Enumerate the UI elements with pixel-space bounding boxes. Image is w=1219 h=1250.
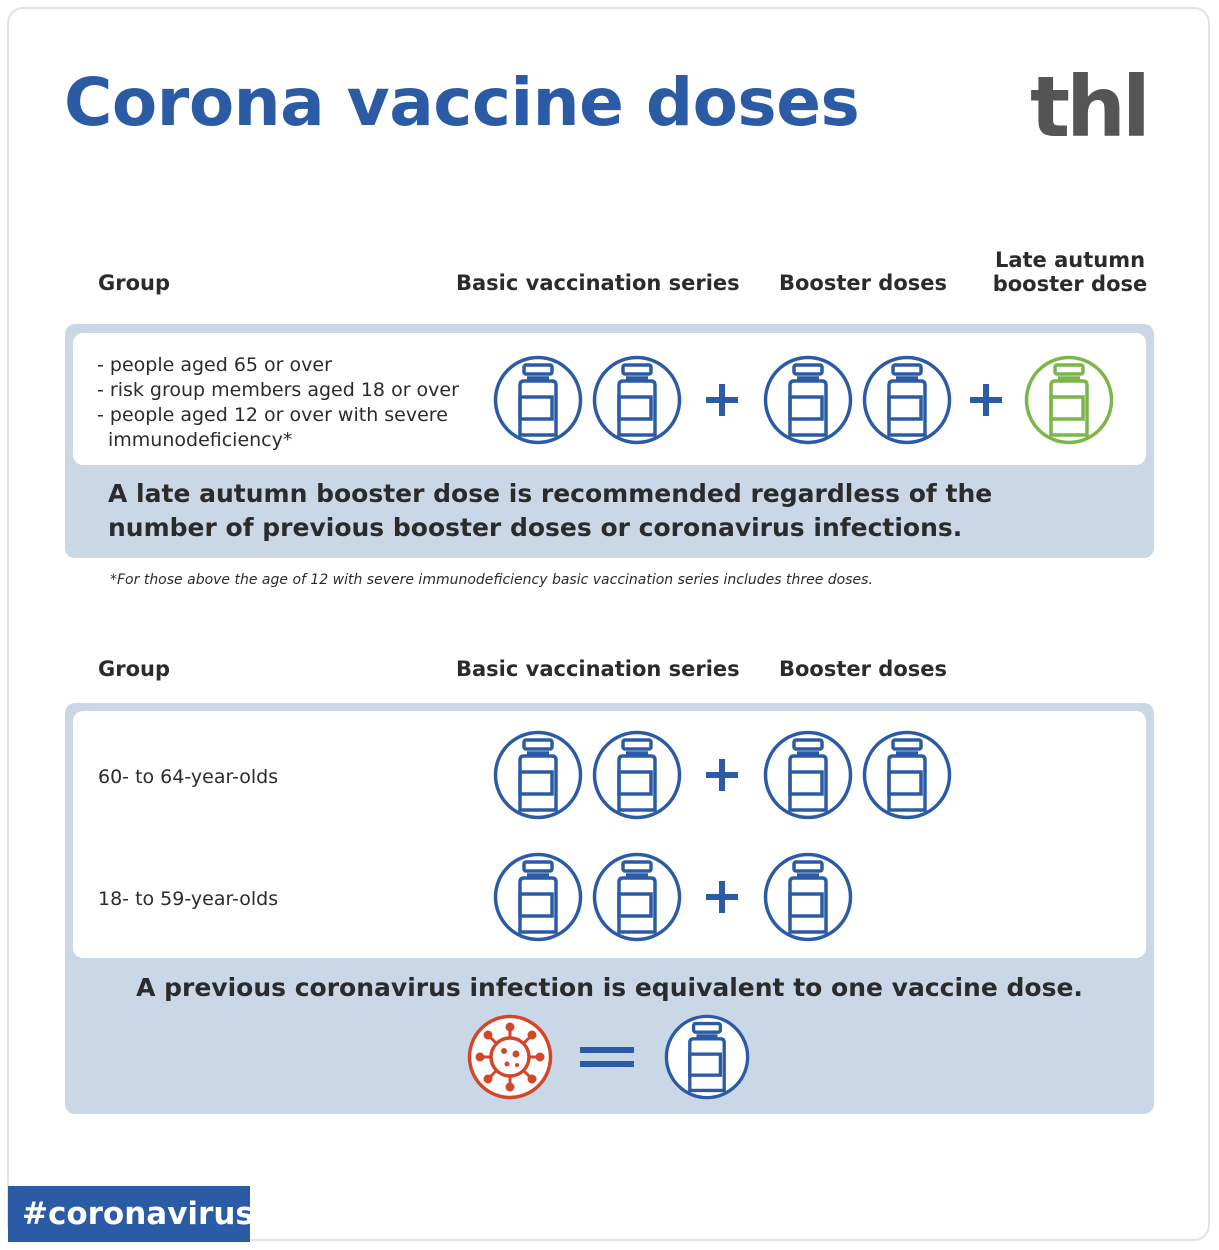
t2-header-booster: Booster doses <box>779 657 948 681</box>
late-autumn-vial-icon <box>1024 355 1114 445</box>
t1-footnote: *For those above the age of 12 with severe immunodeficiency basic vaccination series includes three doses. <box>110 572 873 588</box>
vaccine-vial-icon <box>763 852 853 942</box>
t2-row-group: 18- to 59-year-olds <box>98 888 279 910</box>
t2-row-group: 60- to 64-year-olds <box>98 766 279 788</box>
t1-group-line: immunodeficiency* <box>108 429 293 451</box>
vaccine-vial-icon <box>592 730 682 820</box>
thl-logo: thl <box>1030 58 1147 156</box>
vaccine-vial-icon <box>493 355 583 445</box>
t1-group-line: - people aged 65 or over <box>97 354 332 376</box>
vaccine-vial-icon <box>493 852 583 942</box>
vaccine-vial-icon <box>763 355 853 445</box>
t1-group-list <box>97 353 459 453</box>
t1-group-line: - people aged 12 or over with severe <box>97 404 448 426</box>
equals-icon <box>580 1047 634 1067</box>
vaccine-vial-icon <box>862 730 952 820</box>
t2-note: A previous coronavirus infection is equivalent to one vaccine dose. <box>136 973 1083 1002</box>
t1-header-basic: Basic vaccination series <box>456 271 740 295</box>
t2-header-basic: Basic vaccination series <box>456 657 740 681</box>
vaccine-vial-icon <box>763 730 853 820</box>
vaccine-vial-icon <box>592 355 682 445</box>
plus-icon <box>704 757 740 793</box>
vaccine-vial-icon <box>493 730 583 820</box>
t1-header-late-autumn: Late autumn booster dose <box>992 248 1148 296</box>
t1-header-group: Group <box>98 271 171 295</box>
page-title: Corona vaccine doses <box>64 64 860 141</box>
vaccine-vial-icon <box>664 1014 750 1100</box>
hashtag-badge: #coronavirus <box>8 1186 250 1242</box>
plus-icon <box>704 879 740 915</box>
plus-icon <box>704 382 740 418</box>
vaccine-vial-icon <box>862 355 952 445</box>
plus-icon <box>968 382 1004 418</box>
t1-header-booster: Booster doses <box>779 271 948 295</box>
t1-group-line: - risk group members aged 18 or over <box>97 379 459 401</box>
t2-header-group: Group <box>98 657 171 681</box>
virus-icon <box>467 1014 553 1100</box>
t1-note: A late autumn booster dose is recommended regardless of the number of previous booster doses or coronavirus infections. <box>108 479 993 542</box>
vaccine-vial-icon <box>592 852 682 942</box>
